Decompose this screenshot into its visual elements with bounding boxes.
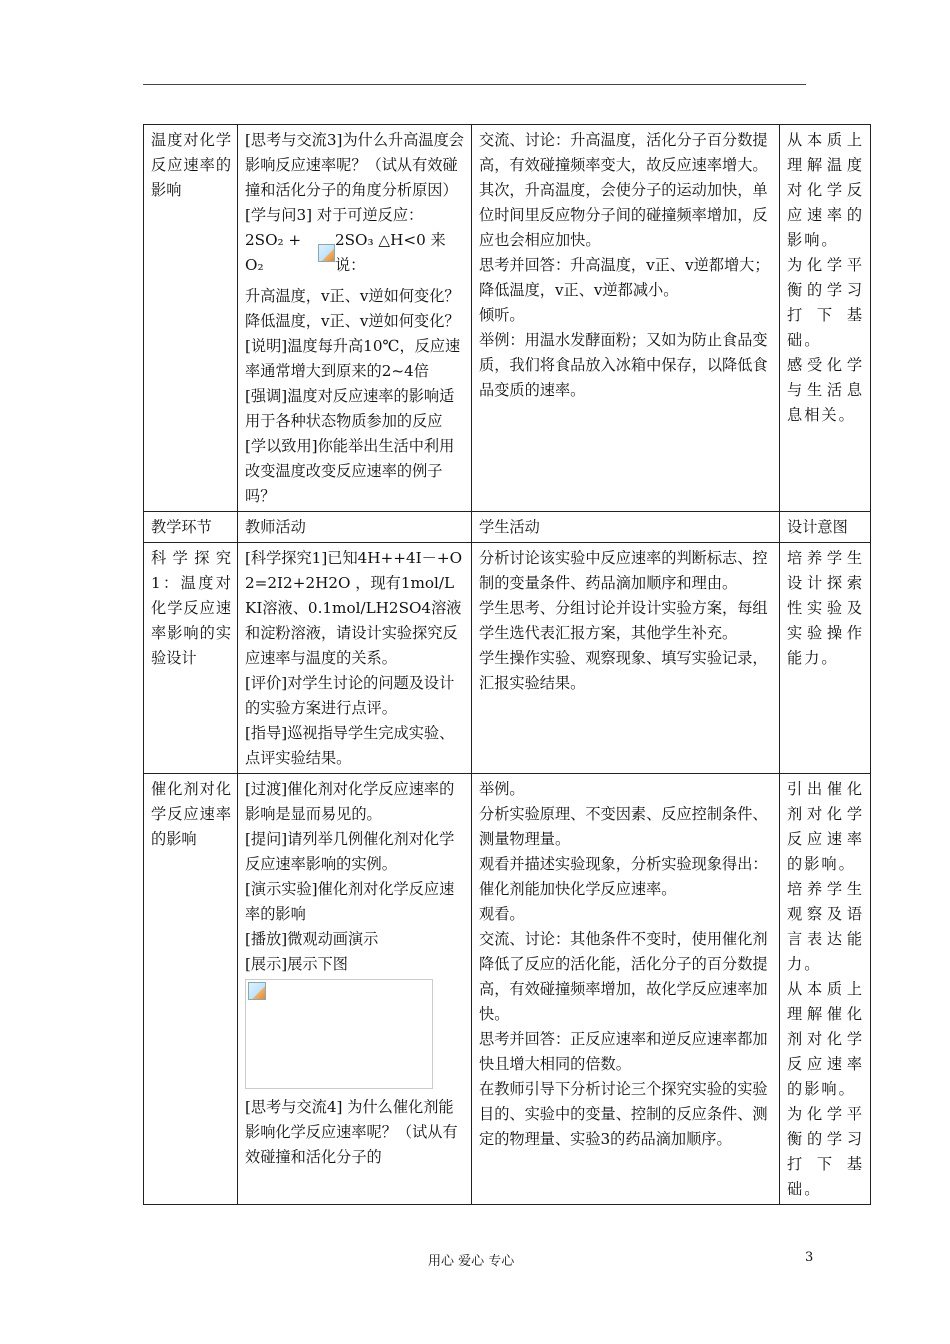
equilibrium-arrow-image-icon	[318, 244, 335, 262]
equation-right: 2SO₃ △H<0 来说：	[334, 231, 446, 274]
teacher-line: [学与问3] 对于可逆反应：	[245, 206, 424, 224]
teacher-line: [提问]请列举几例催化剂对化学反应速率影响的实例。	[245, 830, 455, 873]
student-line: 在教师引导下分析讨论三个探究实验的实验目的、实验中的变量、控制的反应条件、测定的物理量、实验3的药品滴加顺序。	[479, 1080, 768, 1148]
student-line: 交流、讨论：其他条件不变时，使用催化剂降低了反应的活化能，活化分子的百分数提高，有效碰撞频率增加，故化学反应速率加快。	[479, 930, 768, 1023]
header-student-activity: 学生活动	[472, 512, 780, 543]
teacher-activity-experiment	[238, 543, 472, 774]
reaction-equation	[245, 228, 465, 278]
student-activity-temperature	[472, 125, 780, 512]
topic-experiment: 科学探究1：温度对化学反应速率影响的实验设计	[144, 543, 238, 774]
teacher-line: [展示]展示下图	[245, 955, 348, 973]
student-line: 倾听。	[479, 306, 525, 324]
teacher-line: [播放]微观动画演示	[245, 930, 379, 948]
teacher-line: [说明]温度每升高10℃，反应速率通常增大到原来的2~4倍	[245, 337, 461, 380]
student-line: 学生思考、分组讨论并设计实验方案，每组学生选代表汇报方案，其他学生补充。	[479, 599, 768, 642]
broken-image-icon	[248, 982, 266, 1000]
teacher-line: [科学探究1]已知4H++4I－+O2=2I2+2H2O ，现有1mol/L KI溶液、0.1mol/LH2SO4溶液和淀粉溶液，请设计实验探究反应速率与温度的关系。	[245, 549, 463, 667]
teacher-line: [强调]温度对反应速率的影响适用于各种状态物质参加的反应	[245, 387, 455, 430]
student-line: 思考并回答：正反应速率和逆反应速率都加快且增大相同的倍数。	[479, 1030, 768, 1073]
student-line: 观看。	[479, 905, 525, 923]
table-row-catalyst	[144, 774, 871, 1205]
teacher-line: [思考与交流4] 为什么催化剂能影响化学反应速率呢？（试从有效碰撞和活化分子的	[245, 1098, 458, 1166]
table-row-experiment	[144, 543, 871, 774]
teacher-activity-temperature	[238, 125, 472, 512]
topic-temperature: 温度对化学反应速率的影响	[144, 125, 238, 512]
intent-line: 为化学平衡的学习打下基础。	[787, 256, 864, 349]
intent-line: 感受化学与生活息息相关。	[787, 356, 864, 424]
equation-left: 2SO₂ + O₂	[245, 231, 302, 274]
teacher-line: [过渡]催化剂对化学反应速率的影响是显而易见的。	[245, 780, 455, 823]
header-design-intent: 设计意图	[780, 512, 871, 543]
student-activity-experiment	[472, 543, 780, 774]
teacher-line: [评价]对学生讨论的问题及设计的实验方案进行点评。	[245, 674, 455, 717]
intent-line: 引出催化剂对化学反应速率的影响。	[787, 780, 864, 873]
teacher-line: [指导]巡视指导学生完成实验、点评实验结果。	[245, 724, 455, 767]
student-line: 学生操作实验、观察现象、填写实验记录，汇报实验结果。	[479, 649, 768, 692]
student-line: 举例：用温水发酵面粉；又如为防止食品变质，我们将食品放入冰箱中保存，以降低食品变质的速率。	[479, 331, 768, 399]
table-row-temperature	[144, 125, 871, 512]
student-line: 交流、讨论：升高温度，活化分子百分数提高，有效碰撞频率变大，故反应速率增大。其次，升高温度，会使分子的运动加快，单位时间里反应物分子间的碰撞频率增加，反应也会相应加快。	[479, 131, 768, 249]
teacher-line: 降低温度，v正、v逆如何变化？	[245, 312, 460, 330]
intent-line: 培养学生观察及语言表达能力。	[787, 880, 864, 973]
topic-catalyst: 催化剂对化学反应速率的影响	[144, 774, 238, 1205]
intent-line: 从本质上理解温度对化学反应速率的影响。	[787, 131, 864, 249]
design-intent-experiment	[780, 543, 871, 774]
teacher-line: [思考与交流3]为什么升高温度会影响反应速率呢？（试从有效碰撞和活化分子的角度分析原因）	[245, 131, 464, 199]
teacher-line: [学以致用]你能举出生活中利用改变温度改变反应速率的例子吗？	[245, 437, 455, 505]
header-rule	[143, 84, 806, 85]
design-intent-temperature	[780, 125, 871, 512]
lesson-plan-table	[143, 124, 871, 1205]
student-activity-catalyst	[472, 774, 780, 1205]
broken-image-frame	[245, 979, 433, 1089]
teacher-line: [演示实验]催化剂对化学反应速率的影响	[245, 880, 455, 923]
teacher-activity-catalyst	[238, 774, 472, 1205]
intent-line: 为化学平衡的学习打下基础。	[787, 1105, 864, 1198]
page-number: 3	[805, 1250, 814, 1265]
student-line: 观看并描述实验现象，分析实验现象得出：催化剂能加快化学反应速率。	[479, 855, 768, 898]
teacher-line: 升高温度，v正、v逆如何变化？	[245, 287, 460, 305]
student-line: 举例。	[479, 780, 525, 798]
design-intent-catalyst	[780, 774, 871, 1205]
intent-line: 培养学生设计探索性实验及实验操作能力。	[787, 549, 864, 667]
student-line: 分析实验原理、不变因素、反应控制条件、测量物理量。	[479, 805, 768, 848]
header-teaching-stage: 教学环节	[144, 512, 238, 543]
student-line: 思考并回答：升高温度，v正、v逆都增大；降低温度，v正、v逆都减小。	[479, 256, 770, 299]
intent-line: 从本质上理解催化剂对化学反应速率的影响。	[787, 980, 864, 1098]
table-header-row	[144, 512, 871, 543]
footer-motto: 用心 爱心 专心	[428, 1254, 515, 1269]
header-teacher-activity: 教师活动	[238, 512, 472, 543]
student-line: 分析讨论该实验中反应速率的判断标志、控制的变量条件、药品滴加顺序和理由。	[479, 549, 768, 592]
